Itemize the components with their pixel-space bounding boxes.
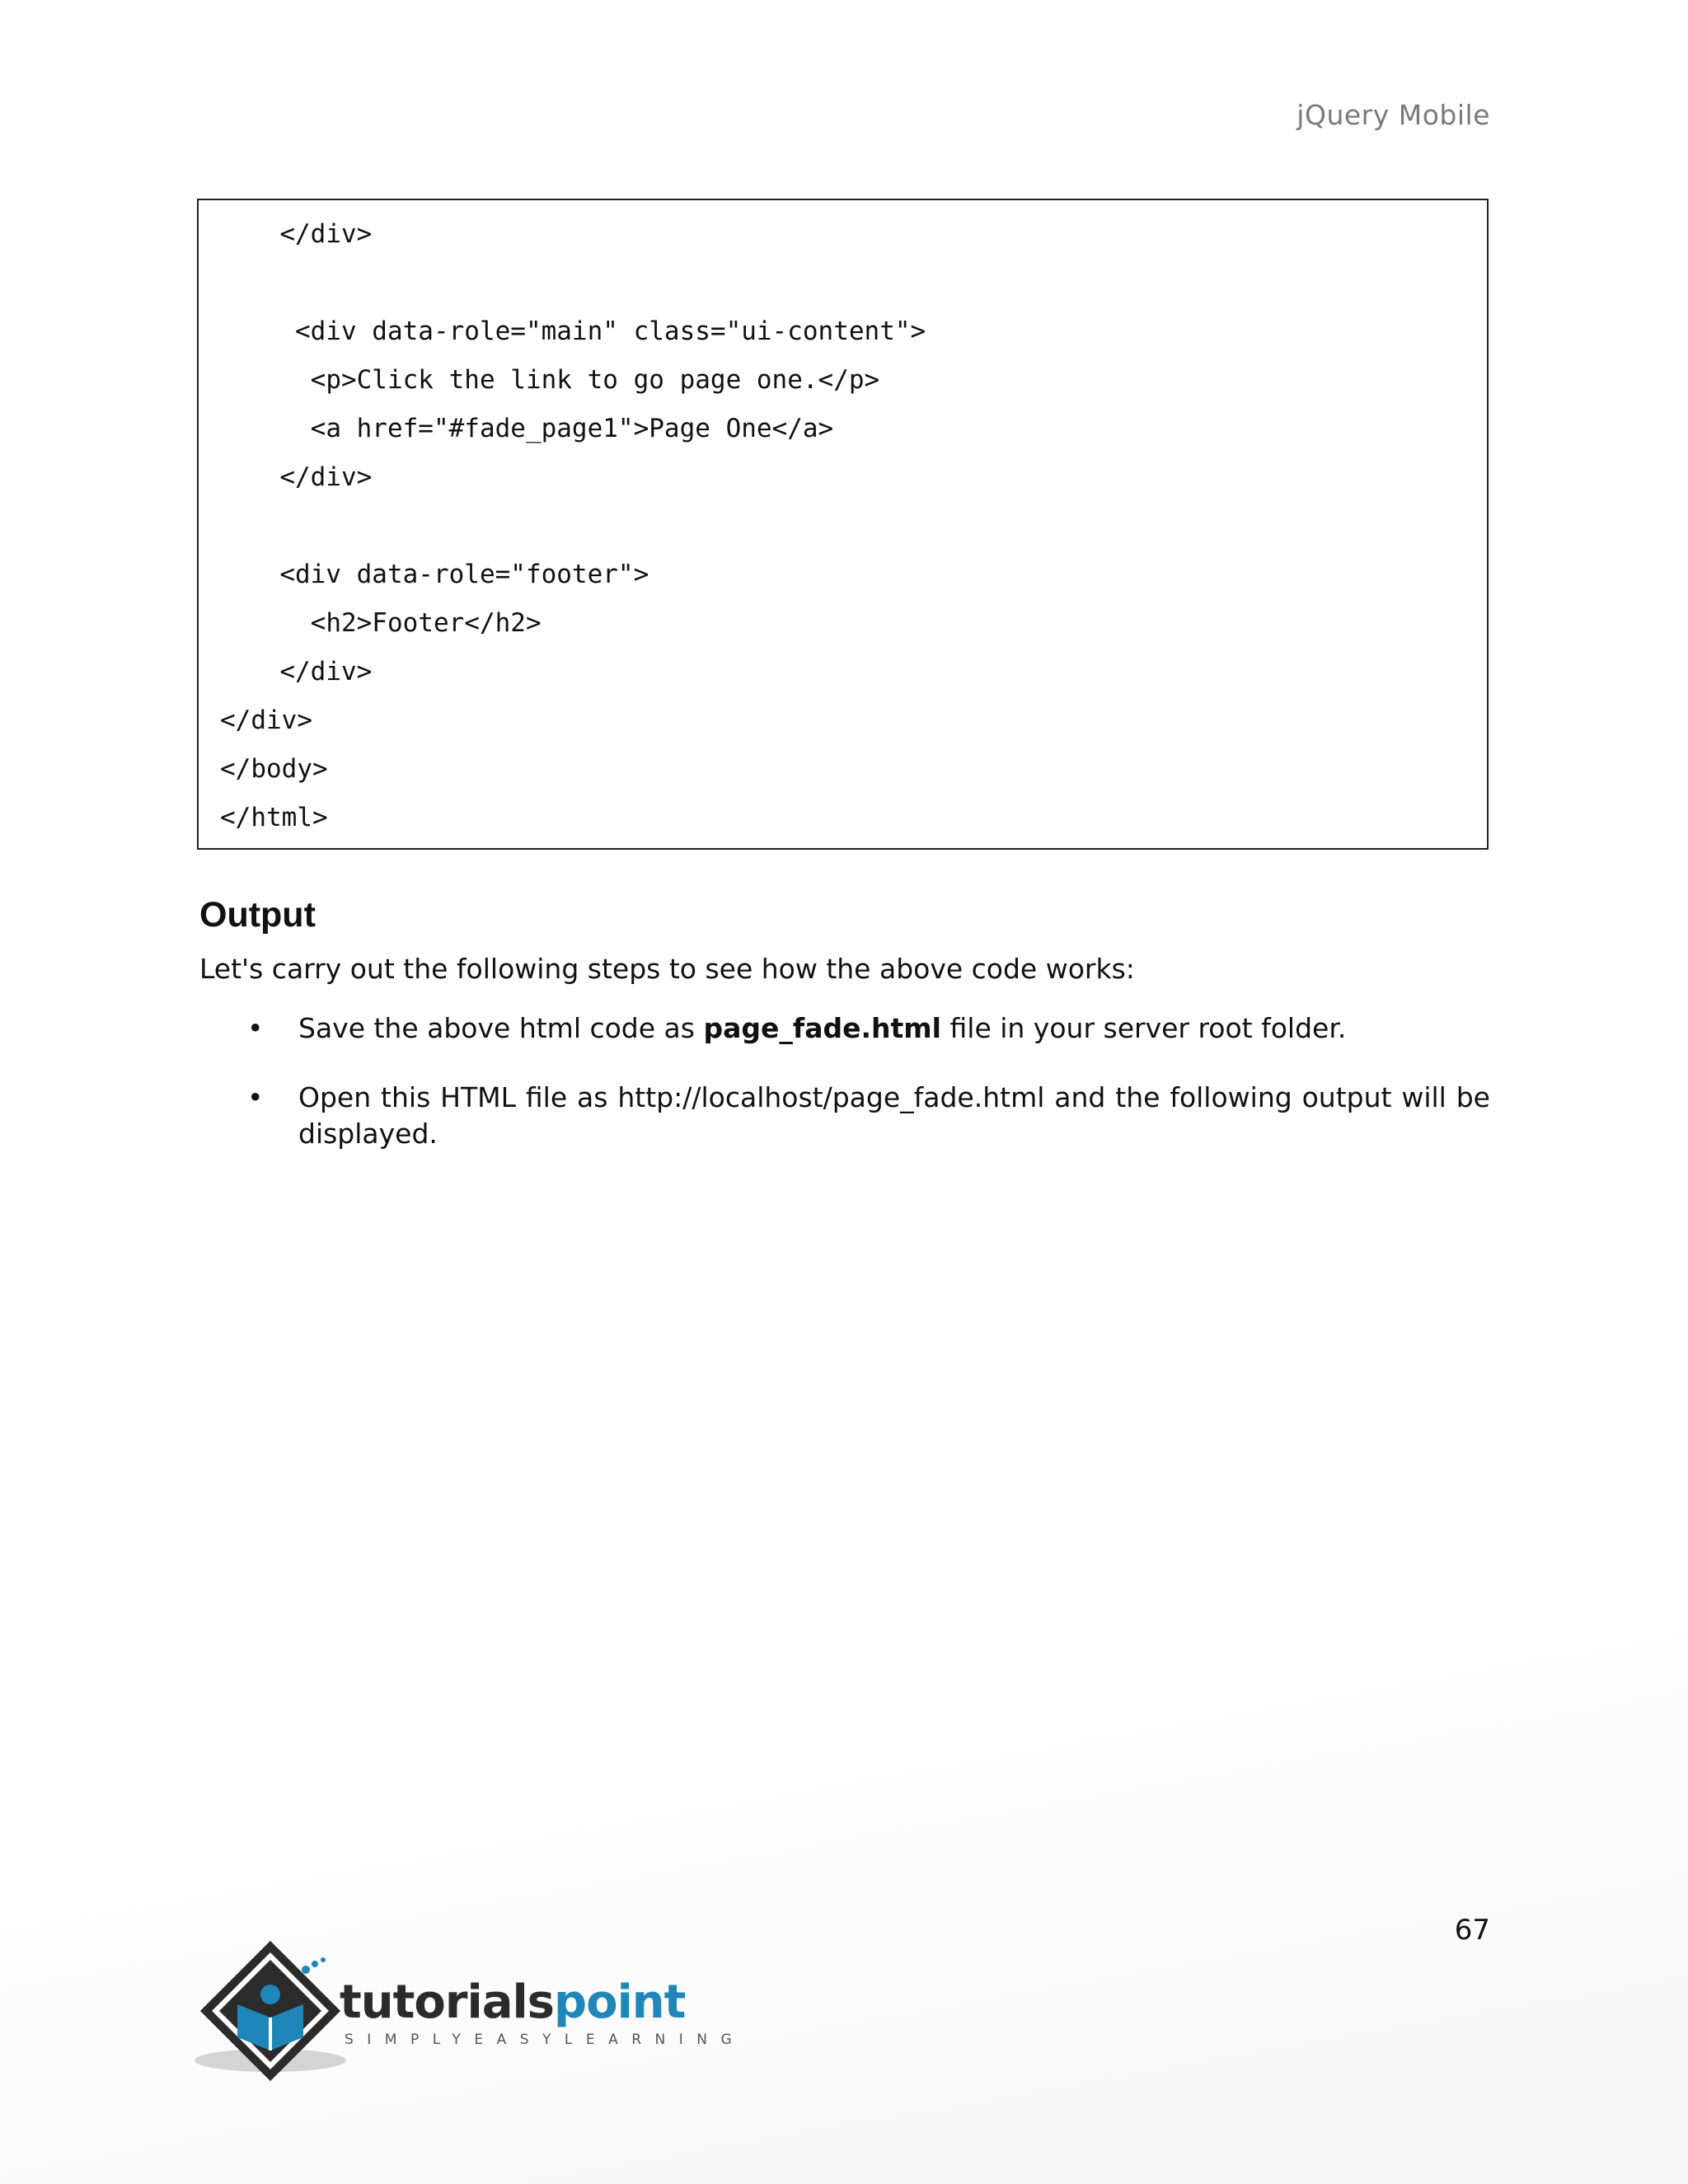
logo-text-part2: point (554, 1975, 686, 2029)
bullet-icon: • (247, 1081, 264, 1113)
code-line: <div data-role="footer"> (249, 560, 649, 589)
step-text-after: file in your server root folder. (941, 1012, 1347, 1044)
running-header: jQuery Mobile (1296, 99, 1490, 131)
steps-list (199, 1010, 1490, 1152)
code-line: </div> (220, 705, 312, 735)
bullet-icon: • (247, 1012, 264, 1044)
logo-text-part1: tutorials (340, 1975, 555, 2029)
step-text-before: Save the above html code as (298, 1012, 704, 1044)
code-line: <p>Click the link to go page one.</p> (249, 365, 880, 395)
code-block (197, 199, 1489, 850)
code-line: </html> (220, 803, 328, 832)
list-item (199, 1010, 1490, 1047)
step-text: Open this HTML file as http://localhost/page_fade.html and the following output will be displayed. (298, 1081, 1490, 1150)
section-heading: Output (199, 895, 316, 935)
code-line: <a href="#fade_page1">Page One</a> (249, 414, 834, 443)
code-line: </body> (220, 754, 328, 784)
intro-paragraph: Let's carry out the following steps to see how the above code works: (199, 953, 1135, 985)
logo-tagline: SIMPLYEASYLEARNING (345, 2032, 746, 2048)
code-line: </div> (249, 219, 373, 249)
filename-bold: page_fade.html (703, 1012, 941, 1044)
code-line: </div> (249, 657, 373, 687)
code-line: </div> (249, 462, 373, 492)
list-item (199, 1080, 1490, 1152)
code-line: <div data-role="main" class="ui-content"> (249, 316, 926, 346)
tutorialspoint-logo (195, 1937, 746, 2093)
svg-text:tutorialspoint (340, 1975, 686, 2029)
code-line: <h2>Footer</h2> (249, 608, 542, 638)
page-number: 67 (1454, 1914, 1490, 1947)
